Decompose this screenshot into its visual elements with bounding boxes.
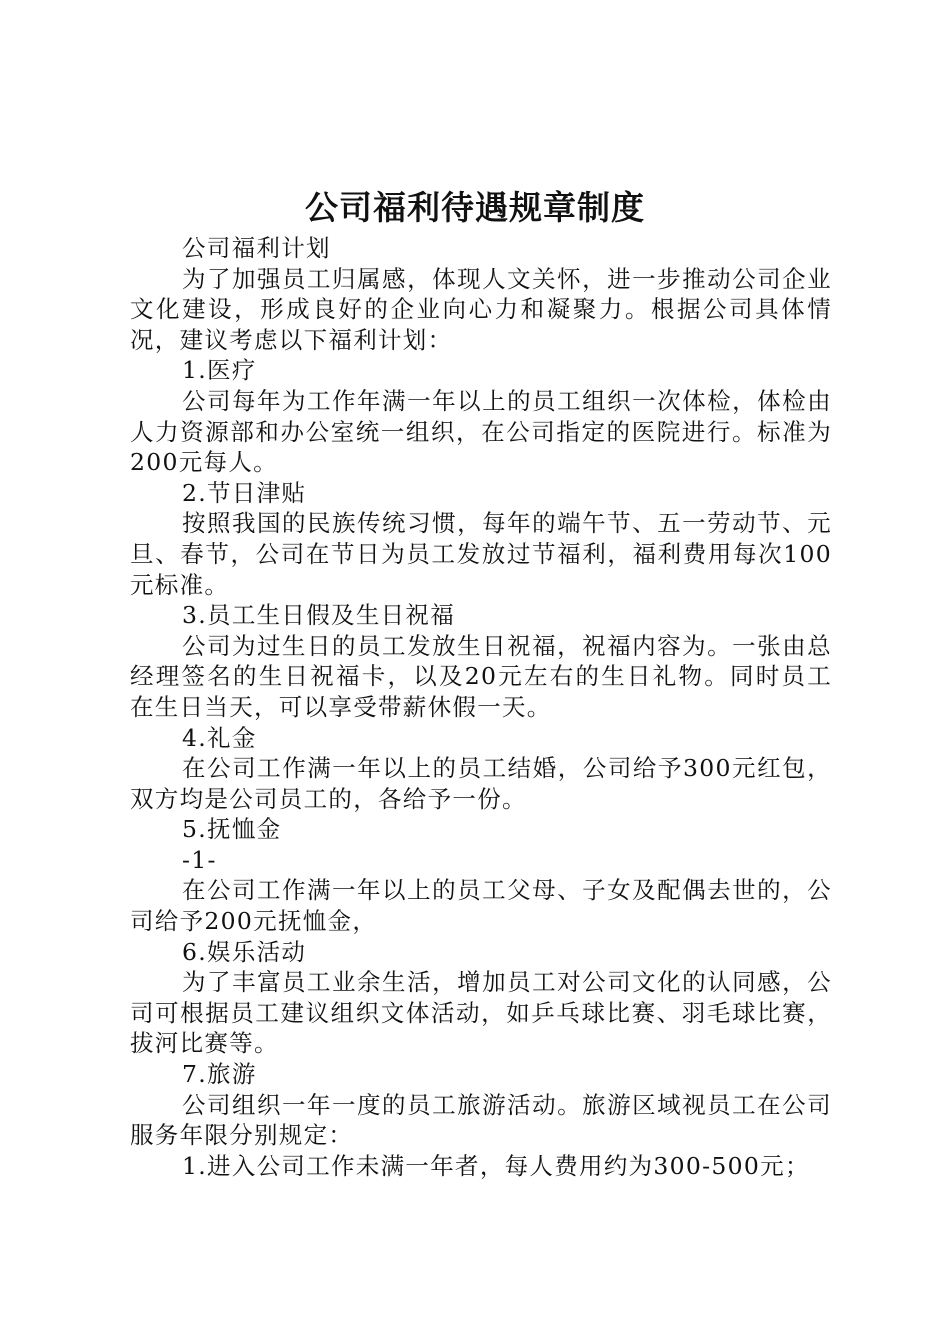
paragraph: 为了加强员工归属感，体现人文关怀，进一步推动公司企业文化建设，形成良好的企业向心力和凝聚力。根据公司具体情况，建议考虑以下福利计划：	[130, 264, 832, 354]
section-heading: 4.礼金	[182, 723, 257, 752]
section-heading: 6.娱乐活动	[182, 937, 307, 966]
paragraph: 公司为过生日的员工发放生日祝福，祝福内容为。一张由总经理签名的生日祝福卡，以及20元左右的生日礼物。同时员工在生日当天，可以享受带薪休假一天。	[130, 631, 832, 721]
list-item: 1.进入公司工作未满一年者，每人费用约为300-500元；	[182, 1151, 810, 1180]
document-body	[130, 233, 832, 1181]
paragraph: 在公司工作满一年以上的员工结婚，公司给予300元红包，双方均是公司员工的，各给予一份。	[130, 754, 832, 813]
paragraph: 为了丰富员工业余生活，增加员工对公司文化的认同感，公司可根据员工建议组织文体活动，如乒乓球比赛、羽毛球比赛，拔河比赛等。	[130, 968, 832, 1058]
paragraph: 按照我国的民族传统习惯，每年的端午节、五一劳动节、元旦、春节，公司在节日为员工发放过节福利，福利费用每次100元标准。	[130, 509, 832, 599]
section-heading: 7.旅游	[182, 1060, 257, 1089]
section-heading: 1.医疗	[182, 356, 257, 385]
paragraph: 公司每年为工作年满一年以上的员工组织一次体检，体检由人力资源部和办公室统一组织，在公司指定的医院进行。标准为200元每人。	[130, 386, 832, 477]
paragraph: 在公司工作满一年以上的员工父母、子女及配偶去世的，公司给予200元抚恤金，	[130, 876, 832, 936]
section-heading: 公司福利计划	[182, 234, 331, 262]
section-heading: 5.抚恤金	[182, 815, 282, 844]
section-heading: 3.员工生日假及生日祝福	[182, 601, 456, 630]
section-heading: 2.节日津贴	[182, 478, 307, 507]
paragraph: 公司组织一年一度的员工旅游活动。旅游区域视员工在公司服务年限分别规定：	[130, 1090, 832, 1150]
page-number: -1-	[182, 845, 217, 874]
document-title: 公司福利待遇规章制度	[305, 188, 645, 227]
